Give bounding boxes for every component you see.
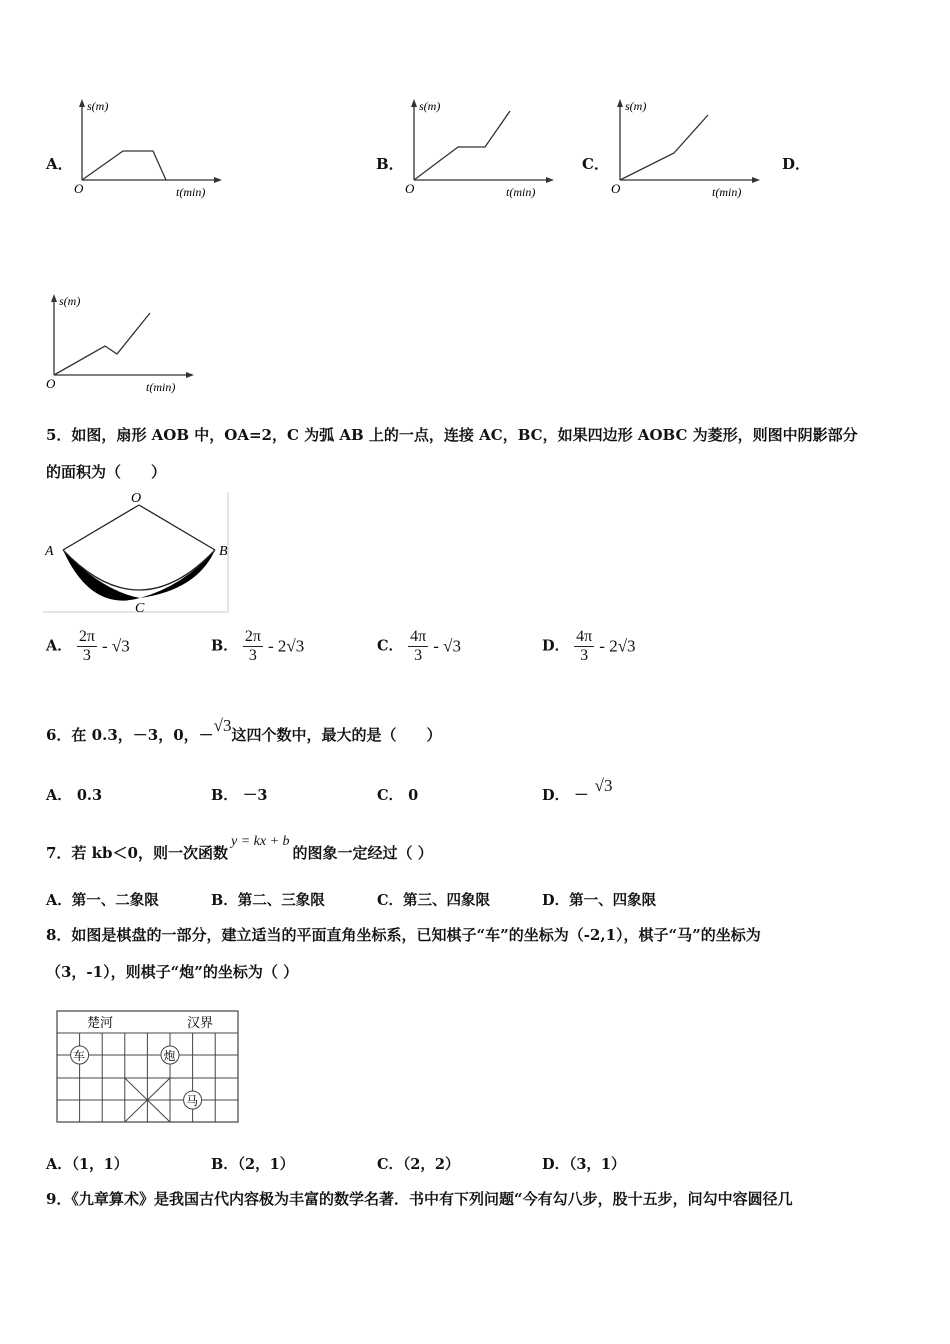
svg-text:O: O: [611, 181, 621, 196]
q7-option-b[interactable]: B．第二、三象限: [211, 892, 325, 909]
q7-option-c[interactable]: C．第三、四象限: [377, 892, 491, 909]
q5-option-a[interactable]: A． $\frac{2\pi}{3}$ - √3: [46, 628, 130, 664]
q8-option-b[interactable]: B．（2，1）: [211, 1156, 295, 1173]
river-left-label: 楚河: [87, 1016, 114, 1031]
svg-text:O: O: [46, 376, 56, 391]
q6-option-b[interactable]: B． －3: [211, 787, 268, 804]
q8-stem-line2: （3，-1），则棋子“炮”的坐标为（ ）: [46, 963, 299, 981]
q4-graph-d: [40, 290, 200, 402]
q7-stem: 7．若 kb＜0，则一次函数y = kx + b的图象一定经过（ ）: [46, 834, 433, 862]
q4-option-b-label: B．: [376, 155, 404, 173]
q5-stem-line1: 5．如图，扇形 AOB 中，OA=2，C 为弧 AB 上的一点，连接 AC，BC，如果四边形 AOBC 为菱形，则图中阴影部分: [46, 426, 858, 444]
svg-text:s(m): s(m): [59, 294, 81, 308]
q7-option-d[interactable]: D．第一、四象限: [542, 892, 657, 909]
piece-pao: 炮: [163, 1049, 176, 1063]
q8-option-c[interactable]: C．（2，2）: [377, 1156, 460, 1173]
axis-y-label: s(m): [87, 99, 109, 113]
svg-text:t(min): t(min): [712, 185, 742, 199]
q6-stem: 6．在 0.3，－3，0，－√3这四个数中，最大的是（ ）: [46, 716, 442, 744]
origin-label: O: [74, 181, 84, 196]
q8-chessboard: [52, 1008, 244, 1126]
q4-graph-a: [68, 95, 228, 207]
q4-graph-c: [606, 95, 766, 207]
q5-option-d[interactable]: D． $\frac{4\pi}{3}$ - 2√3: [542, 628, 636, 664]
svg-text:t(min): t(min): [506, 185, 536, 199]
svg-text:t(min): t(min): [146, 380, 176, 394]
q8-stem-line1: 8．如图是棋盘的一部分，建立适当的平面直角坐标系，已知棋子“车”的坐标为（-2,1），棋子“马”的坐标为: [46, 926, 761, 944]
svg-text:s(m): s(m): [419, 99, 441, 113]
q9-stem-line1: 9．《九章算术》是我国古代内容极为丰富的数学名著．书中有下列问题“今有勾八步，股十五步，问勾中容圆径几: [46, 1190, 793, 1208]
label-o: O: [131, 491, 142, 506]
q4-option-d-label: D．: [782, 155, 811, 173]
label-a: A: [45, 544, 54, 559]
q5-option-c[interactable]: C． $\frac{4\pi}{3}$ - √3: [377, 628, 461, 664]
label-c: C: [135, 601, 145, 615]
q7-option-a[interactable]: A．第一、二象限: [46, 892, 159, 909]
svg-text:s(m): s(m): [625, 99, 647, 113]
river-right-label: 汉界: [187, 1016, 214, 1031]
q5-sector-figure: [43, 490, 233, 615]
axis-x-label: t(min): [176, 185, 206, 199]
piece-ma: 马: [186, 1094, 199, 1108]
q4-graph-b: [400, 95, 560, 207]
q7-formula: y = kx + b: [230, 834, 290, 849]
label-b: B: [219, 544, 228, 559]
q8-option-d[interactable]: D．（3，1）: [542, 1156, 626, 1173]
q6-option-c[interactable]: C． 0: [377, 787, 419, 804]
piece-che: 车: [73, 1049, 86, 1063]
q6-option-a[interactable]: A． 0.3: [46, 787, 103, 804]
q8-option-a[interactable]: A．（1，1）: [46, 1156, 129, 1173]
q4-option-a-label: A．: [46, 155, 73, 173]
q4-option-c-label: C．: [582, 155, 609, 173]
svg-text:O: O: [405, 181, 415, 196]
q5-stem-line2: 的面积为（ ）: [46, 463, 167, 481]
q5-option-b[interactable]: B． $\frac{2\pi}{3}$ - 2√3: [211, 628, 305, 664]
q6-option-d[interactable]: D． －√3: [542, 776, 613, 804]
